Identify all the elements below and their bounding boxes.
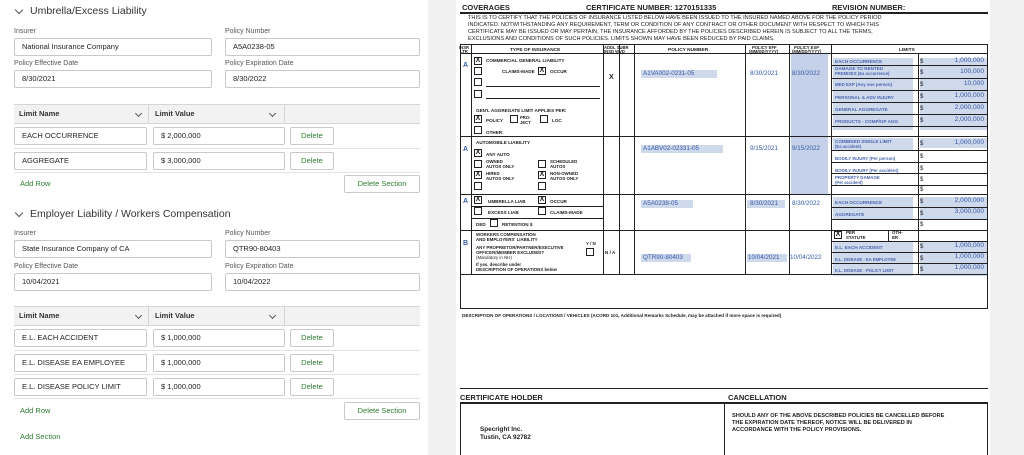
- intro-line: CERTIFICATE MAY BE ISSUED OR MAY PERTAIN, THE INSURANCE AFFORDED BY THE POLICIES DESCRIBED HEREIN IS SUBJECT TO ALL THE TERMS,: [468, 29, 873, 35]
- checkbox-checked: X: [539, 171, 545, 178]
- section-title: Employer Liability / Workers Compensation: [30, 208, 231, 220]
- limit-value: 2,000,000: [954, 116, 984, 123]
- col-policy-number: POLICY NUMBER: [668, 48, 709, 53]
- checkbox-empty: [538, 160, 546, 168]
- checkbox-empty: [474, 207, 482, 215]
- limit-name-input[interactable]: E.L. EACH ACCIDENT: [14, 329, 147, 347]
- other-label: OTHER:: [486, 130, 504, 135]
- col-exp: POLICY EXP: [794, 45, 820, 50]
- yn-label: Y / N: [586, 241, 596, 246]
- checkbox-checked: X: [475, 149, 481, 156]
- nonowned-label: NON-OWNED: [550, 171, 579, 176]
- limit-name-input[interactable]: E.L. DISEASE POLICY LIMIT: [14, 378, 147, 396]
- section-header-employer-liability[interactable]: [14, 208, 231, 220]
- pro-label: PRO-: [520, 115, 531, 120]
- umb-exp-date: 8/30/2022: [792, 200, 821, 207]
- intro-line: INDICATED. NOTWITHSTANDING ANY REQUIREMENT, TERM OR CONDITION OF ANY CONTRACT OR OTHER DOCUMENT WITH RESPECT TO WHICH THIS: [468, 22, 879, 28]
- checkbox-checked: X: [539, 196, 545, 203]
- limit-label: BODILY INJURY (Per accident): [835, 168, 899, 173]
- checkbox-empty: [474, 126, 482, 134]
- delete-row-button[interactable]: Delete: [290, 354, 334, 372]
- policy-form-panel: [0, 0, 428, 455]
- add-row-link[interactable]: Add Row: [20, 179, 51, 188]
- limit-label: COMBINED SINGLE LIMIT: [835, 139, 892, 144]
- hired-label-sub: AUTOS ONLY: [486, 176, 515, 181]
- delete-row-button[interactable]: Delete: [290, 378, 334, 396]
- wc-line: If yes, describe under: [476, 262, 522, 267]
- holder-city: Tustin, CA 92782: [480, 434, 531, 441]
- dollar-sign: $: [920, 141, 924, 147]
- checkbox-empty: [586, 248, 594, 256]
- checkbox-empty: [474, 160, 482, 168]
- limit-value: 3,000,000: [954, 208, 984, 215]
- limit-value: 10,000: [963, 80, 984, 87]
- col-eff: POLICY EFF: [752, 45, 777, 50]
- limit-name-input[interactable]: E.L. DISEASE EA EMPLOYEE: [14, 354, 147, 372]
- effective-date-input[interactable]: 8/30/2021: [14, 70, 212, 88]
- ject-label: JECT: [520, 120, 531, 125]
- insurer-letter: A: [463, 146, 469, 153]
- limits-table-header: [14, 306, 420, 326]
- limit-label: E.L. DISEASE - EA EMPLOYEE: [835, 257, 897, 262]
- umb-eff-date: 8/30/2021: [750, 200, 779, 207]
- checkbox-empty: [510, 115, 518, 123]
- checkbox-empty: [540, 115, 548, 123]
- limit-value-input[interactable]: $ 1,000,000: [153, 378, 285, 396]
- auto-policy-number: A1ABV02-02331-05: [643, 145, 700, 152]
- dollar-sign: $: [920, 70, 924, 76]
- checkbox-checked: X: [475, 115, 481, 122]
- checkbox-empty: [538, 207, 546, 215]
- gl-title: COMMERCIAL GENERAL LIABILITY: [486, 58, 565, 63]
- chevron-down-icon[interactable]: [15, 5, 23, 13]
- panel-divider: [428, 0, 456, 455]
- limit-label-sub: (Per accident): [835, 180, 863, 185]
- insurer-label: Insurer: [14, 28, 36, 35]
- limit-value: 2,000,000: [954, 104, 984, 111]
- insurer-letter: A: [463, 198, 469, 205]
- claims-made-label: CLAIMS-MADE: [502, 69, 535, 74]
- effective-date-label: Policy Effective Date: [14, 60, 79, 67]
- limit-label: PROPERTY DAMAGE: [835, 175, 880, 180]
- expiration-date-input[interactable]: 8/30/2022: [225, 70, 420, 88]
- limit-value: 1,000,000: [954, 92, 984, 99]
- delete-row-button[interactable]: Delete: [290, 329, 334, 347]
- dollar-sign: $: [920, 267, 924, 273]
- dollar-sign: $: [920, 118, 924, 124]
- limit-label: EACH OCCURRENCE: [835, 200, 883, 205]
- wc-line: (Mandatory in NH): [476, 255, 512, 260]
- limit-value-input[interactable]: $ 1,000,000: [153, 329, 285, 347]
- limit-label-sub: PREMISES (Ea occurrence): [835, 71, 890, 76]
- limit-value-input[interactable]: $ 2,000,000: [153, 127, 285, 145]
- certificate-document: [456, 0, 990, 455]
- add-section-link[interactable]: Add Section: [20, 432, 61, 441]
- limit-label: PERSONAL & ADV INJURY: [835, 95, 894, 100]
- coverages-heading: COVERAGES: [462, 3, 510, 12]
- per-label: PER: [846, 230, 856, 235]
- checkbox-empty: [490, 219, 498, 227]
- dollar-sign: $: [920, 211, 924, 217]
- dollar-sign: $: [920, 244, 924, 250]
- limit-label: PRODUCTS - COMP/OP AGG: [835, 119, 899, 124]
- limits-table-header: [14, 104, 420, 124]
- scheduled-label-sub: AUTOS: [550, 164, 566, 169]
- dollar-sign: $: [920, 222, 924, 228]
- cancel-text: ACCORDANCE WITH THE POLICY PROVISIONS.: [732, 427, 862, 433]
- dollar-sign: $: [920, 106, 924, 112]
- oth-label: OTH-: [892, 230, 903, 235]
- policy-number-input[interactable]: A5A0238-05: [225, 38, 420, 56]
- effective-date-label: Policy Effective Date: [14, 263, 79, 270]
- col-insd: INSD WVD: [604, 49, 625, 54]
- limit-name-input[interactable]: AGGREGATE: [14, 152, 147, 170]
- nonowned-label-sub: AUTOS ONLY: [550, 176, 579, 181]
- policy-number-label: Policy Number: [225, 230, 271, 237]
- dollar-sign: $: [920, 199, 924, 205]
- chevron-down-icon[interactable]: [15, 208, 23, 216]
- delete-section-button[interactable]: Delete Section: [344, 402, 420, 420]
- limit-label: E.L. DISEASE - POLICY LIMIT: [835, 268, 894, 273]
- limit-label-sub: (Ea accident): [835, 144, 862, 149]
- wc-title: WORKERS COMPENSATION: [476, 232, 536, 237]
- expiration-date-input[interactable]: 10/04/2022: [225, 273, 420, 291]
- certificate-number: CERTIFICATE NUMBER: 1270151335: [586, 3, 717, 12]
- ded-label: DED: [476, 222, 486, 227]
- limit-value-input[interactable]: $ 3,000,000: [153, 152, 285, 170]
- owned-label: OWNED: [486, 159, 503, 164]
- gl-exp-date: 8/30/2022: [792, 70, 821, 77]
- checkbox-empty: [474, 90, 482, 98]
- dollar-sign: $: [920, 82, 924, 88]
- insurer-letter: A: [463, 62, 469, 69]
- intro-line: EXCLUSIONS AND CONDITIONS OF SUCH POLICIES. LIMITS SHOWN MAY HAVE BEEN REDUCED BY PAID CLAIMS.: [468, 36, 775, 42]
- chevron-down-icon[interactable]: [269, 110, 276, 117]
- policy-number-label: Policy Number: [225, 28, 271, 35]
- claims-made-label: CLAIMS-MADE: [550, 210, 583, 215]
- limit-value: 1,000,000: [954, 139, 984, 146]
- limit-value: 1,000,000: [954, 242, 984, 249]
- gl-eff-date: 8/30/2021: [750, 70, 779, 77]
- wc-line: ANY PROPRIETOR/PARTNER/EXECUTIVE: [476, 245, 564, 250]
- limit-label: E.L. EACH ACCIDENT: [835, 245, 883, 250]
- chevron-down-icon[interactable]: [135, 312, 142, 319]
- insurer-label: Insurer: [14, 230, 36, 237]
- certificate-holder-heading: CERTIFICATE HOLDER: [460, 393, 543, 402]
- revision-number: REVISION NUMBER:: [832, 3, 906, 12]
- cancel-text: SHOULD ANY OF THE ABOVE DESCRIBED POLICIES BE CANCELLED BEFORE: [732, 413, 945, 419]
- occur-label: OCCUR: [550, 69, 567, 74]
- policy-number-input[interactable]: QTR90-80403: [225, 240, 420, 258]
- checkbox-empty: [474, 182, 482, 190]
- limit-label: GENERAL AGGREGATE: [835, 107, 888, 112]
- umbrella-label: UMBRELLA LIAB: [488, 199, 526, 204]
- dollar-sign: $: [920, 177, 924, 183]
- cancellation-heading: CANCELLATION: [728, 393, 787, 402]
- checkbox-checked: X: [475, 57, 481, 64]
- limit-name-input[interactable]: EACH OCCURRENCE: [14, 127, 147, 145]
- chevron-down-icon[interactable]: [135, 110, 142, 117]
- section-title: Umbrella/Excess Liability: [30, 5, 147, 17]
- description-of-operations: DESCRIPTION OF OPERATIONS / LOCATIONS / VEHICLES (ACORD 101, Additional Remarks Schedule, may be attached if more space is required): [462, 313, 782, 318]
- delete-section-button[interactable]: Delete Section: [344, 175, 420, 193]
- policy-option: POLICY: [486, 118, 504, 123]
- checkbox-checked: X: [835, 231, 841, 238]
- na-label: N / A: [605, 250, 616, 255]
- add-row-link[interactable]: Add Row: [20, 406, 51, 415]
- limit-label: BODILY INJURY (Per person): [835, 156, 896, 161]
- col-eff-format: (MM/DD/YYYY): [749, 49, 779, 54]
- dollar-sign: $: [920, 166, 924, 172]
- expiration-date-label: Policy Expiration Date: [225, 263, 294, 270]
- col-limit-name[interactable]: Limit Name: [19, 109, 60, 118]
- delete-row-button[interactable]: Delete: [290, 152, 334, 170]
- viewer-margin: [990, 0, 1024, 455]
- delete-row-button[interactable]: Delete: [290, 127, 334, 145]
- dollar-sign: $: [920, 94, 924, 100]
- checkbox-checked: X: [475, 171, 481, 178]
- checkbox-checked: X: [475, 196, 481, 203]
- col-limit-value[interactable]: Limit Value: [155, 311, 195, 320]
- holder-name: Specright Inc.: [480, 426, 523, 433]
- limit-label: EACH OCCURRENCE: [835, 59, 883, 64]
- gl-policy-number: A1VA002-0231-05: [643, 70, 695, 77]
- limit-label: DAMAGE TO RENTED: [835, 66, 884, 71]
- chevron-down-icon[interactable]: [269, 312, 276, 319]
- dollar-sign: $: [920, 154, 924, 160]
- wc-eff-date: 10/04/2021: [748, 254, 780, 261]
- expiration-date-label: Policy Expiration Date: [225, 60, 294, 67]
- wc-line: DESCRIPTION OF OPERATIONS below: [476, 267, 557, 272]
- col-insr: INSR: [459, 45, 470, 50]
- checkbox-empty: [474, 67, 482, 75]
- effective-date-input[interactable]: 10/04/2021: [14, 273, 212, 291]
- cancel-text: THE EXPIRATION DATE THEREOF, NOTICE WILL BE DELIVERED IN: [732, 420, 912, 426]
- statute-label: STATUTE: [846, 235, 866, 240]
- owned-label-sub: AUTOS ONLY: [486, 164, 515, 169]
- col-addl: ADDL SUBR: [604, 45, 629, 50]
- col-ltr: LTR: [460, 49, 468, 54]
- auto-eff-date: 9/15/2021: [750, 145, 779, 152]
- limit-value: 1,000,000: [954, 253, 984, 260]
- hired-label: HIRED: [486, 171, 500, 176]
- wc-policy-number: QTR90-80403: [643, 254, 683, 261]
- umb-policy-number: A5A0238-05: [643, 200, 679, 207]
- checkbox-empty: [474, 78, 482, 86]
- occur-label: OCCUR: [550, 199, 567, 204]
- col-exp-format: (MM/DD/YYYY): [792, 49, 822, 54]
- addl-insd-mark: X: [609, 74, 614, 81]
- retention-label: RETENTION $: [502, 222, 533, 227]
- col-type: TYPE OF INSURANCE: [510, 48, 561, 53]
- checkbox-checked: X: [539, 67, 545, 74]
- section-header-umbrella[interactable]: [14, 5, 147, 17]
- wc-exp-date: 10/04/2022: [790, 254, 822, 261]
- col-limits: LIMITS: [899, 48, 915, 53]
- limit-value-input[interactable]: $ 1,000,000: [153, 354, 285, 372]
- insurer-input[interactable]: National Insurance Company: [14, 38, 212, 56]
- any-auto-label: ANY AUTO: [486, 152, 510, 157]
- dollar-sign: $: [920, 256, 924, 262]
- wc-line: OFFICER/MEMBER EXCLUDED?: [476, 250, 545, 255]
- auto-title: AUTOMOBILE LIABILITY: [476, 140, 531, 145]
- limit-label: AGGREGATE: [835, 212, 865, 217]
- dollar-sign: $: [920, 59, 924, 65]
- loc-label: LOC: [552, 118, 562, 123]
- scheduled-label: SCHEDULED: [550, 159, 578, 164]
- limit-label: MED EXP (Any one person): [835, 82, 893, 87]
- auto-exp-date: 9/15/2022: [792, 145, 821, 152]
- agg-applies-label: GEN'L AGGREGATE LIMIT APPLIES PER:: [476, 108, 567, 113]
- checkbox-empty: [538, 182, 546, 190]
- limit-value: 2,000,000: [954, 197, 984, 204]
- limit-value: 1,000,000: [954, 264, 984, 271]
- limit-value: 1,000,000: [954, 57, 984, 64]
- col-limit-value[interactable]: Limit Value: [155, 109, 195, 118]
- insurer-input[interactable]: State Insurance Company of CA: [14, 240, 212, 258]
- dollar-sign: $: [920, 187, 924, 193]
- col-limit-name[interactable]: Limit Name: [19, 311, 60, 320]
- excess-label: EXCESS LIAB: [488, 210, 519, 215]
- limit-value: 100,000: [960, 68, 984, 75]
- intro-line: THIS IS TO CERTIFY THAT THE POLICIES OF INSURANCE LISTED BELOW HAVE BEEN ISSUED TO THE INSURED NAMED ABOVE FOR THE POLICY PERIOD: [468, 15, 882, 21]
- er-label: ER: [892, 235, 899, 240]
- wc-title-sub: AND EMPLOYERS' LIABILITY: [476, 237, 538, 242]
- insurer-letter: B: [463, 240, 469, 247]
